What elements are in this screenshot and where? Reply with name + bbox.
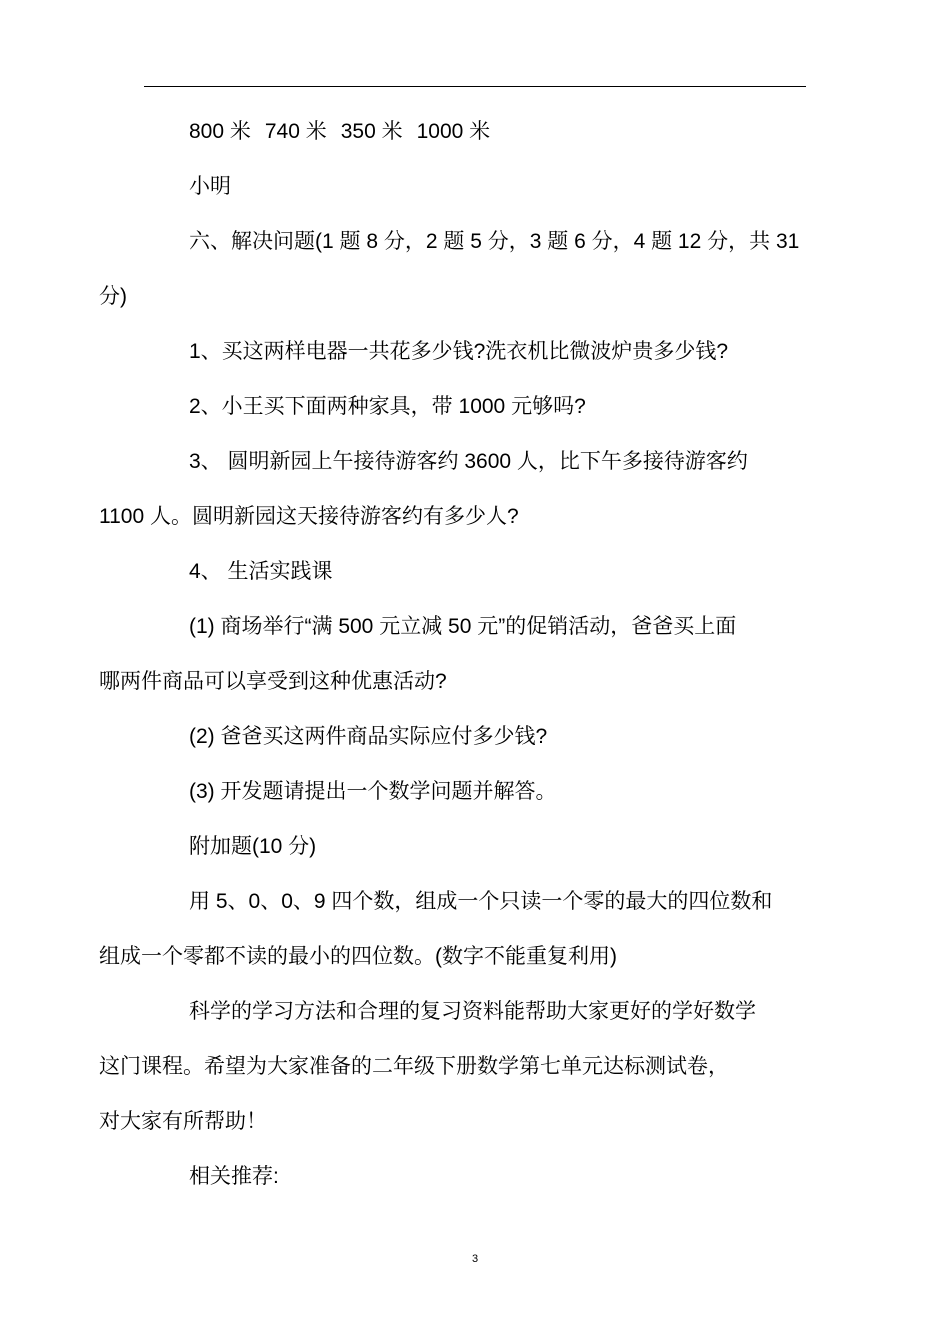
distance-1: 800 米 xyxy=(189,120,251,143)
bonus-question xyxy=(99,888,806,970)
distance-3: 350 米 xyxy=(340,120,403,143)
document-body xyxy=(99,118,806,1218)
page-number: 3 xyxy=(471,1253,479,1265)
question-3-line1: 3、 圆明新园上午接待游客约 3600 人，比下午多接待游客约 xyxy=(189,450,748,473)
closing-line3: 对大家有所帮助！ xyxy=(99,1110,267,1133)
question-4: 4、 生活实践课 xyxy=(189,560,333,583)
question-4-1-line2: 哪两件商品可以享受到这种优惠活动? xyxy=(99,670,447,693)
question-1: 1、买这两样电器一共花多少钱?洗衣机比微波炉贵多少钱? xyxy=(189,340,729,363)
name-line: 小明 xyxy=(189,175,231,198)
closing-line2: 这门课程。希望为大家准备的二年级下册数学第七单元达标测试卷， xyxy=(99,1055,729,1078)
bonus-line2: 组成一个零都不读的最小的四位数。(数字不能重复利用) xyxy=(99,945,617,968)
distance-4: 1000 米 xyxy=(416,120,491,143)
question-4-3: (3) 开发题请提出一个数学问题并解答。 xyxy=(189,780,557,803)
closing-line1: 科学的学习方法和合理的复习资料能帮助大家更好的学好数学 xyxy=(189,1000,756,1023)
question-2: 2、小王买下面两种家具，带 1000 元够吗? xyxy=(189,395,586,418)
section-six-line2: 分) xyxy=(99,285,127,308)
question-4-2: (2) 爸爸买这两件商品实际应付多少钱? xyxy=(189,725,548,748)
section-six-line1: 六、解决问题(1 题 8 分，2 题 5 分，3 题 6 分，4 题 12 分，共 31 xyxy=(189,230,800,253)
bonus-title: 附加题(10 分) xyxy=(189,835,317,858)
question-4-1-line1: (1) 商场举行“满 500 元立减 50 元”的促销活动，爸爸买上面 xyxy=(189,615,737,638)
bonus-line1: 用 5、0、0、9 四个数，组成一个只读一个零的最大的四位数和 xyxy=(189,890,773,913)
distances-line xyxy=(144,118,806,145)
header-rule xyxy=(144,86,806,87)
question-3 xyxy=(99,448,806,530)
question-4-1 xyxy=(99,613,806,695)
section-six-heading xyxy=(99,228,806,310)
closing-paragraph xyxy=(99,998,806,1135)
related-heading: 相关推荐: xyxy=(189,1165,279,1188)
distance-2: 740 米 xyxy=(264,120,327,143)
question-3-line2: 1100 人。圆明新园这天接待游客约有多少人? xyxy=(99,505,519,528)
